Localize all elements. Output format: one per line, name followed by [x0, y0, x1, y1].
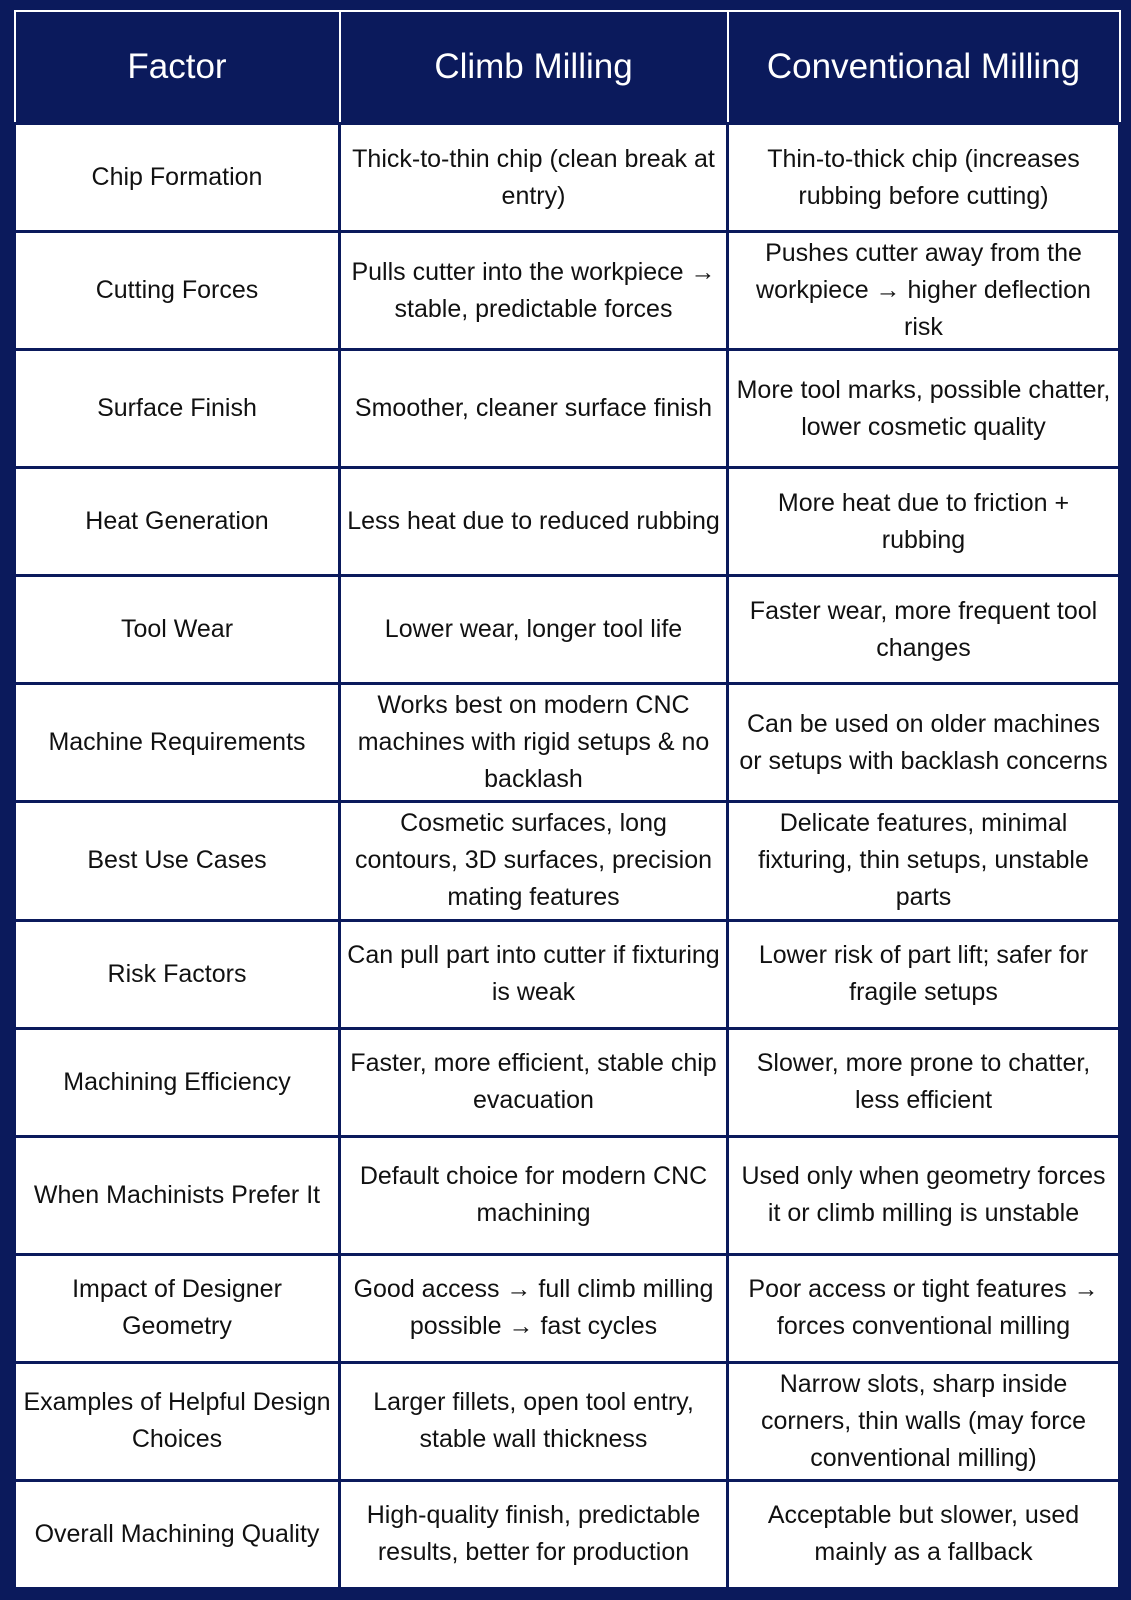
climb-cell: Thick-to-thin chip (clean break at entry)	[340, 124, 728, 232]
factor-cell: Heat Generation	[15, 468, 340, 576]
conventional-cell: Faster wear, more frequent tool changes	[728, 576, 1120, 684]
conventional-cell: Slower, more prone to chatter, less efficient	[728, 1028, 1120, 1136]
table-row	[15, 920, 1120, 1028]
conventional-cell: Narrow slots, sharp inside corners, thin walls (may force conventional milling)	[728, 1362, 1120, 1480]
climb-cell: Can pull part into cutter if fixturing is weak	[340, 920, 728, 1028]
conventional-cell: Lower risk of part lift; safer for fragile setups	[728, 920, 1120, 1028]
conventional-cell: Used only when geometry forces it or climb milling is unstable	[728, 1136, 1120, 1254]
table-row	[15, 350, 1120, 468]
table-row	[15, 1136, 1120, 1254]
factor-cell: Machine Requirements	[15, 684, 340, 802]
table-row	[15, 468, 1120, 576]
header-climb-milling: Climb Milling	[340, 11, 728, 124]
header-row	[15, 11, 1120, 124]
factor-cell: Tool Wear	[15, 576, 340, 684]
factor-cell: Risk Factors	[15, 920, 340, 1028]
table-row	[15, 802, 1120, 920]
factor-cell: Impact of Designer Geometry	[15, 1254, 340, 1362]
conventional-cell: Acceptable but slower, used mainly as a fallback	[728, 1480, 1120, 1588]
climb-cell: Works best on modern CNC machines with rigid setups & no backlash	[340, 684, 728, 802]
conventional-cell: Can be used on older machines or setups with backlash concerns	[728, 684, 1120, 802]
climb-cell: Smoother, cleaner surface finish	[340, 350, 728, 468]
header-factor: Factor	[15, 11, 340, 124]
table-row	[15, 1028, 1120, 1136]
climb-cell: Pulls cutter into the workpiece → stable, predictable forces	[340, 232, 728, 350]
climb-cell: Good access → full climb milling possible → fast cycles	[340, 1254, 728, 1362]
climb-cell: Larger fillets, open tool entry, stable wall thickness	[340, 1362, 728, 1480]
conventional-cell: More heat due to friction + rubbing	[728, 468, 1120, 576]
table-row	[15, 124, 1120, 232]
conventional-cell: Pushes cutter away from the workpiece → higher deflection risk	[728, 232, 1120, 350]
conventional-cell: Poor access or tight features → forces conventional milling	[728, 1254, 1120, 1362]
climb-cell: High-quality finish, predictable results, better for production	[340, 1480, 728, 1588]
factor-cell: Best Use Cases	[15, 802, 340, 920]
header-conventional-milling: Conventional Milling	[728, 11, 1120, 124]
factor-cell: Overall Machining Quality	[15, 1480, 340, 1588]
factor-cell: Chip Formation	[15, 124, 340, 232]
factor-cell: Machining Efficiency	[15, 1028, 340, 1136]
climb-cell: Lower wear, longer tool life	[340, 576, 728, 684]
conventional-cell: Delicate features, minimal fixturing, thin setups, unstable parts	[728, 802, 1120, 920]
table-row	[15, 1480, 1120, 1588]
factor-cell: Surface Finish	[15, 350, 340, 468]
conventional-cell: More tool marks, possible chatter, lower cosmetic quality	[728, 350, 1120, 468]
climb-cell: Default choice for modern CNC machining	[340, 1136, 728, 1254]
table-row	[15, 232, 1120, 350]
comparison-table	[13, 10, 1121, 1590]
factor-cell: Examples of Helpful Design Choices	[15, 1362, 340, 1480]
table-row	[15, 1254, 1120, 1362]
conventional-cell: Thin-to-thick chip (increases rubbing before cutting)	[728, 124, 1120, 232]
table-row	[15, 576, 1120, 684]
table-row	[15, 684, 1120, 802]
climb-cell: Less heat due to reduced rubbing	[340, 468, 728, 576]
climb-cell: Faster, more efficient, stable chip evacuation	[340, 1028, 728, 1136]
factor-cell: When Machinists Prefer It	[15, 1136, 340, 1254]
climb-cell: Cosmetic surfaces, long contours, 3D surfaces, precision mating features	[340, 802, 728, 920]
factor-cell: Cutting Forces	[15, 232, 340, 350]
table-row	[15, 1362, 1120, 1480]
